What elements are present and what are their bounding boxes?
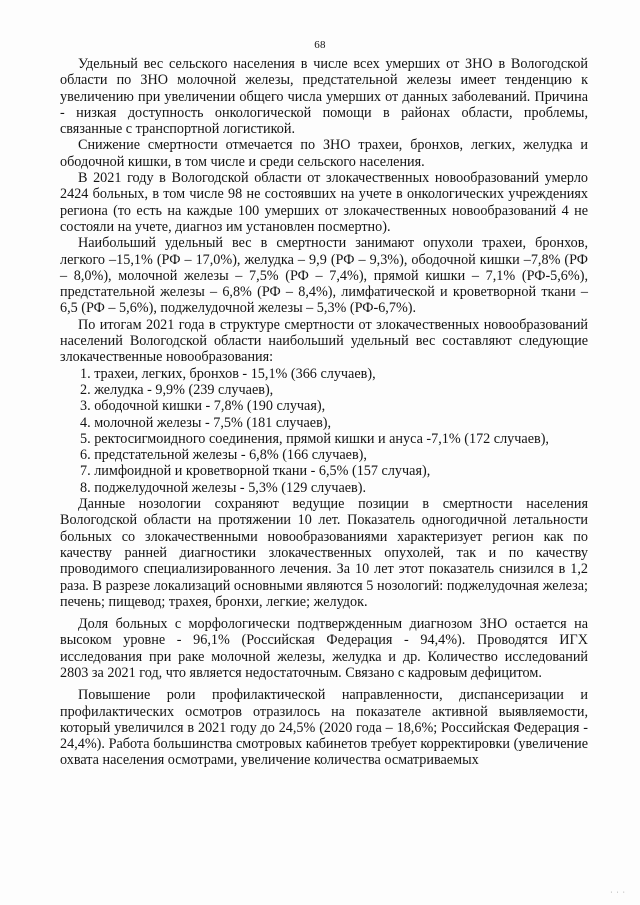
list-item: 3. ободочной кишки - 7,8% (190 случая), (80, 398, 326, 415)
list-item: 8. поджелудочной железы - 5,3% (129 случаев). (80, 479, 367, 496)
paragraph-largest-share: Наибольший удельный вес в смертности занимают опухоли трахеи, бронхов, легкого –15,1% (РФ – 17,0%), желудка – 9,9 (РФ – 9,3%), ободочной кишки –7,8% (РФ – 8,0%), молочной железы – 7,5% (РФ – 7,4%), прямой кишки – 7,1% (РФ-5,6%), предстательной железы – 6,8% (РФ – 8,4%), лимфатической и кроветворной ткани – 6,5 (РФ – 5,6%), поджелудочной железы – 5,3% (РФ-6,7%). (60, 235, 588, 317)
paragraph-nosologies: Данные нозологии сохраняют ведущие позиции в смертности населения Вологодской области на протяжении 10 лет. Показатель одногодичной летальности больных со злокачественными новообразованиями характеризует регион как по качеству ранней диагностики злокачественных опухолей, так и по качеству проводимого специализированного лечения. За 10 лет этот показатель снизился в 1,2 раза. В разрезе локализаций основными являются 5 нозологий: поджелудочная железа; печень; пищевод; трахея, бронхи, легкие; желудок. (60, 496, 588, 610)
paragraph-morphology: Доля больных с морфологически подтвержденным диагнозом ЗНО остается на высоком уровне - 96,1% (Российская Федерация - 94,4%). Проводятся ИГХ исследования при раке молочной железы, желудка и др. Количество исследований 2803 за 2021 год, что является недостаточным. Связано с кадровым дефицитом. (60, 616, 588, 681)
page-number: 68 (314, 39, 326, 51)
paragraph-structure-intro: По итогам 2021 года в структуре смертности от злокачественных новообразований населений Вологодской области наибольший удельный вес составляют следующие злокачественные новообразования: (60, 316, 588, 366)
paragraph-rural-share: Удельный вес сельского населения в числе всех умерших от ЗНО в Вологодской области по ЗНО молочной железы, предстательной железы имеет тенденцию к увеличению при увеличении общего числа умерших от данных заболеваний. Причина - низкая доступность онкологической помощи в районах области, проблемы, связанные с транспортной логистикой. (60, 56, 588, 138)
paragraph-deaths-2021: В 2021 году в Вологодской области от злокачественных новообразований умерло 2424 больных, в том числе 98 не состоявших на учете в онкологических учреждениях региона (то есть на каждые 100 умерших от злокачественных новообразований 4 не состояли на учете, диагноз им установлен посмертно). (60, 170, 588, 235)
page-body (60, 56, 588, 769)
neoplasm-list (60, 366, 588, 496)
list-item: 4. молочной железы - 7,5% (181 случаев), (80, 414, 332, 431)
list-item: 5. ректосигмоидного соединения, прямой кишки и ануса -7,1% (172 случаев), (80, 430, 549, 447)
list-item: 1. трахеи, легких, бронхов - 15,1% (366 случаев), (80, 365, 376, 382)
list-item: 7. лимфоидной и кроветворной ткани - 6,5% (157 случая), (80, 463, 431, 480)
list-item: 2. желудка - 9,9% (239 случаев), (80, 381, 274, 398)
footer-marks: · · · (610, 889, 626, 896)
paragraph-prevention: Повышение роли профилактической направленности, диспансеризации и профилактических осмотров отразилось на показателе активной выявляемости, который увеличился в 2021 году до 24,5% (2020 года – 18,6%; Российская Федерация - 24,4%). Работа большинства смотровых кабинетов требует корректировки (увеличение охвата населения осмотрами, увеличение количества осматриваемых (60, 687, 588, 769)
list-item: 6. предстательной железы - 6,8% (166 случаев), (80, 447, 367, 464)
paragraph-mortality-decline: Снижение смертности отмечается по ЗНО трахеи, бронхов, легких, желудка и ободочной кишки, в том числе и среди сельского населения. (60, 137, 588, 170)
